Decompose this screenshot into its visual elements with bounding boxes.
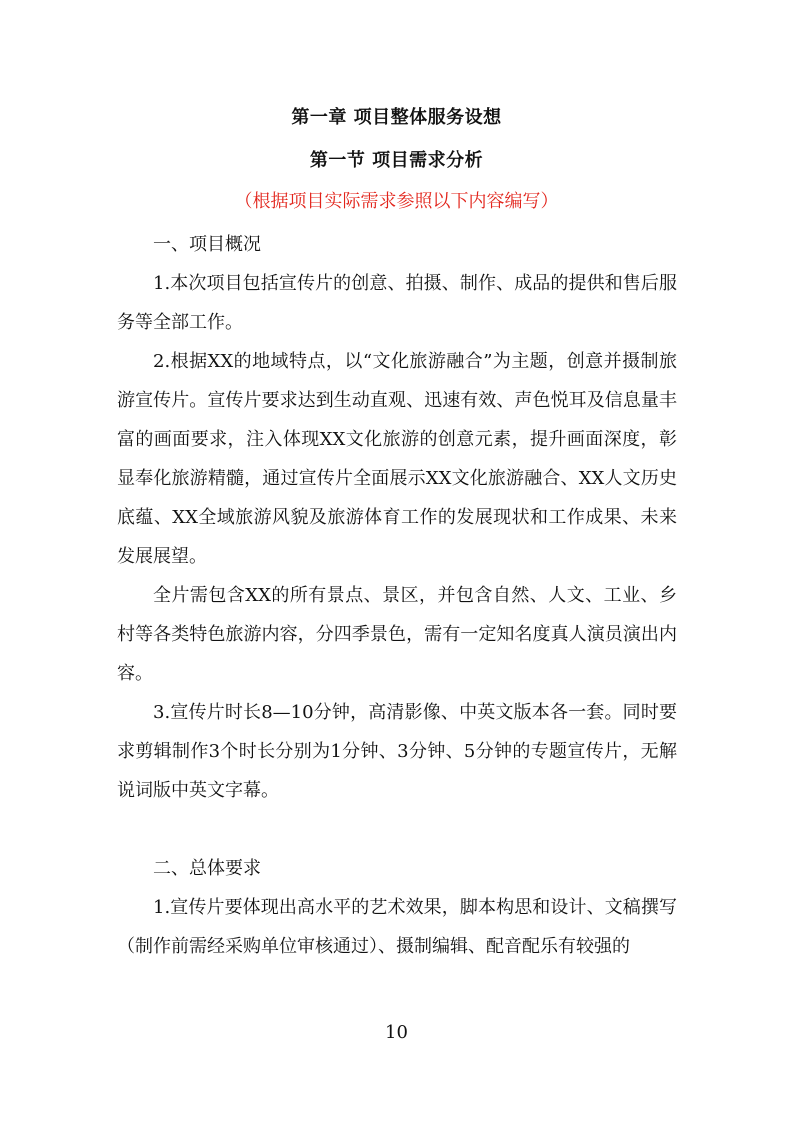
- paragraph: 2.根据XX的地域特点，以“文化旅游融合”为主题，创意并摄制旅游宣传片。宣传片要求达到生动直观、迅速有效、声色悦耳及信息量丰富的画面要求，注入体现XX文化旅游的创意元素，提升画面深度，彰显奉化旅游精髓，通过宣传片全面展示XX文化旅游融合、XX人文历史底蕴、XX全域旅游风貌及旅游体育工作的发展现状和工作成果、未来发展展望。: [117, 351, 677, 567]
- paragraph: 1.本次项目包括宣传片的创意、拍摄、制作、成品的提供和售后服务等全部工作。: [117, 273, 677, 333]
- chapter-title: 第一章 项目整体服务设想: [291, 107, 502, 128]
- paragraph: 全片需包含XX的所有景点、景区，并包含自然、人文、工业、乡村等各类特色旅游内容，分四季景色，需有一定知名度真人演员演出内容。: [117, 585, 677, 684]
- paragraph: 1.宣传片要体现出高水平的艺术效果，脚本构思和设计、文稿撰写（制作前需经采购单位审核通过）、摄制编辑、配音配乐有较强的: [117, 897, 677, 957]
- body-text: [117, 225, 677, 966]
- paragraph: 3.宣传片时长8—10分钟，高清影像、中英文版本各一套。同时要求剪辑制作3个时长分别为1分钟、3分钟、5分钟的专题宣传片，无解说词版中英文字幕。: [117, 702, 677, 801]
- instruction-note: （根据项目实际需求参照以下内容编写）: [234, 191, 559, 212]
- heading-overall-requirements: 二、总体要求: [153, 858, 261, 879]
- heading-project-overview: 一、项目概况: [153, 234, 261, 255]
- section-title: 第一节 项目需求分析: [309, 150, 484, 171]
- page-number: 10: [385, 1022, 408, 1043]
